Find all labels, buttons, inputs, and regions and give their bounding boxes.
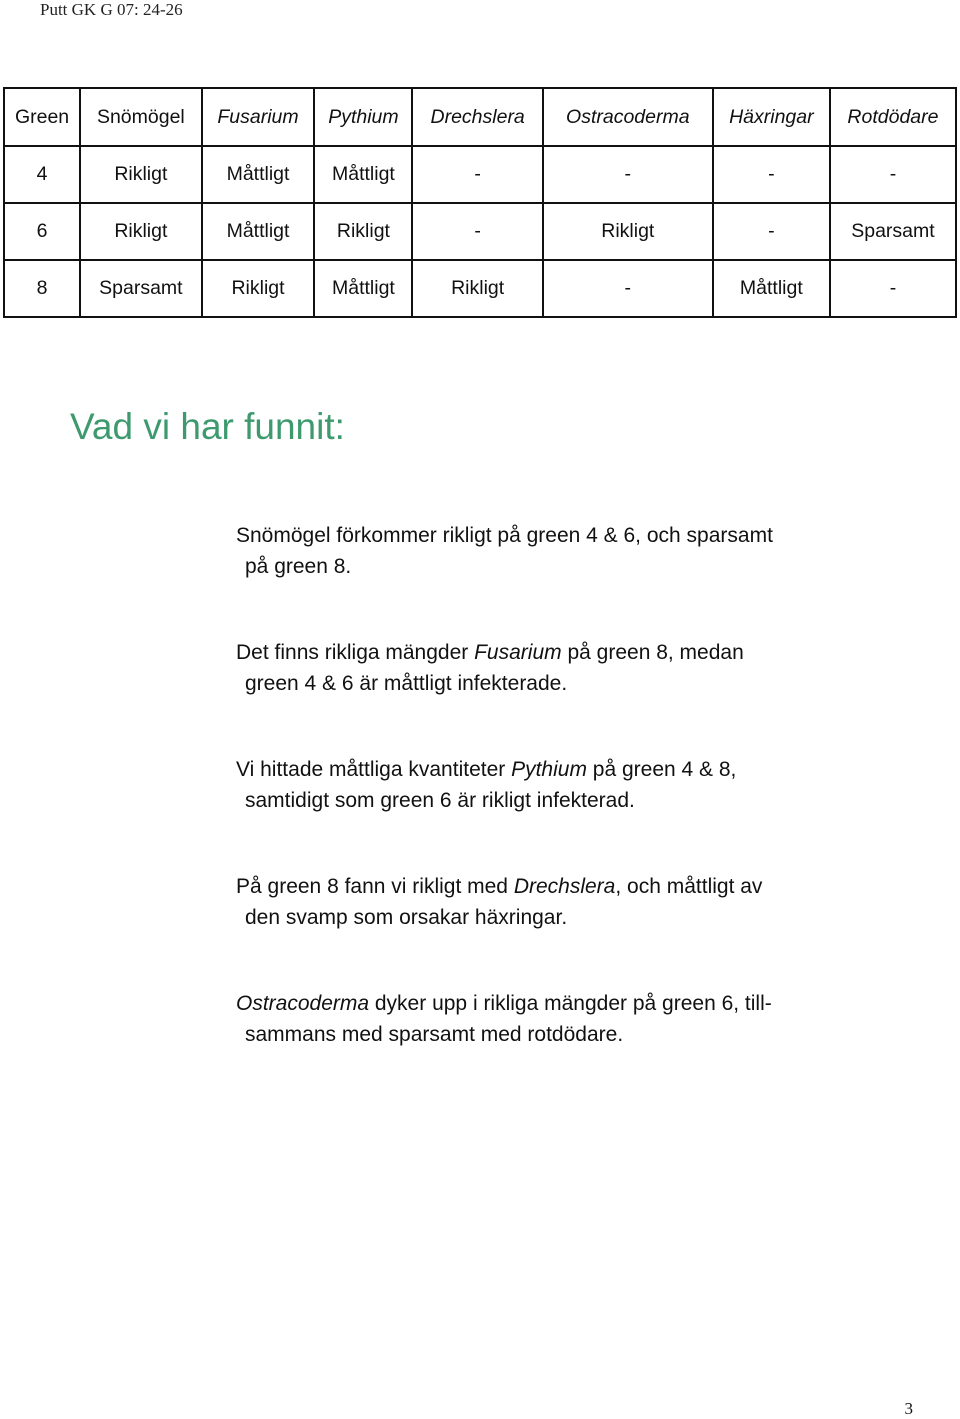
finding-paragraph xyxy=(236,520,916,582)
table-cell: - xyxy=(543,146,713,203)
table-row xyxy=(4,203,956,260)
table-cell: - xyxy=(713,146,830,203)
table-row xyxy=(4,146,956,203)
paragraph-line: green 4 & 6 är måttligt infekterade. xyxy=(245,672,568,695)
table-cell: Rikligt xyxy=(314,203,412,260)
table-cell: Sparsamt xyxy=(80,260,202,317)
table-cell: Rikligt xyxy=(80,146,202,203)
table-cell: Måttligt xyxy=(314,260,412,317)
paragraph-text: dyker upp i rikliga mängder på green 6, till- xyxy=(369,992,772,1015)
column-header: Ostracoderma xyxy=(543,88,713,146)
paragraph-text: Vi hittade måttliga kvantiteter xyxy=(236,758,512,781)
paragraph-text: Det finns rikliga mängder xyxy=(236,641,475,664)
species-name: Ostracoderma xyxy=(236,992,370,1015)
table-cell: Måttligt xyxy=(314,146,412,203)
column-header: Pythium xyxy=(314,88,412,146)
finding-paragraph xyxy=(236,988,916,1050)
paragraph-line: sammans med sparsamt med rotdödare. xyxy=(245,1023,624,1046)
table-header-row xyxy=(4,88,956,146)
paragraph-line: den svamp som orsakar häxringar. xyxy=(245,906,568,929)
finding-paragraph xyxy=(236,637,916,699)
table-cell: - xyxy=(830,260,956,317)
table-cell: - xyxy=(830,146,956,203)
table-cell: - xyxy=(543,260,713,317)
table-cell: 6 xyxy=(4,203,80,260)
paragraph-text: På green 8 fann vi rikligt med xyxy=(236,875,514,898)
table-cell: 8 xyxy=(4,260,80,317)
species-name: Drechslera xyxy=(513,875,616,898)
table-cell: - xyxy=(412,146,542,203)
paragraph-text: , och måttligt av xyxy=(615,875,763,898)
table-row xyxy=(4,260,956,317)
table-cell: - xyxy=(412,203,542,260)
column-header: Green xyxy=(4,88,80,146)
table-cell: Sparsamt xyxy=(830,203,956,260)
page-header: Putt GK G 07: 24-26 xyxy=(40,0,183,19)
paragraph-line: Snömögel förkommer rikligt på green 4 & 6, och sparsamt xyxy=(236,524,773,547)
table-cell: Måttligt xyxy=(202,146,315,203)
paragraph-line: samtidigt som green 6 är rikligt infekterad. xyxy=(245,789,635,812)
table-cell: Måttligt xyxy=(713,260,830,317)
column-header: Häxringar xyxy=(713,88,830,146)
column-header: Drechslera xyxy=(412,88,542,146)
finding-paragraph xyxy=(236,754,916,816)
column-header: Snömögel xyxy=(80,88,202,146)
section-title: Vad vi har funnit: xyxy=(70,406,345,447)
table-cell: - xyxy=(713,203,830,260)
species-name: Fusarium xyxy=(474,641,562,664)
column-header: Rotdödare xyxy=(830,88,956,146)
table-cell: Rikligt xyxy=(412,260,542,317)
column-header: Fusarium xyxy=(202,88,315,146)
paragraph-line: på green 8. xyxy=(245,555,352,578)
table-cell: Rikligt xyxy=(202,260,315,317)
results-table xyxy=(3,87,957,318)
table-cell: 4 xyxy=(4,146,80,203)
finding-paragraph xyxy=(236,871,916,933)
table-cell: Rikligt xyxy=(80,203,202,260)
table-cell: Måttligt xyxy=(202,203,315,260)
paragraph-text: på green 8, medan xyxy=(561,641,744,664)
paragraph-text: på green 4 & 8, xyxy=(586,758,737,781)
page-number: 3 xyxy=(904,1399,913,1418)
table-cell: Rikligt xyxy=(543,203,713,260)
species-name: Pythium xyxy=(511,758,587,781)
